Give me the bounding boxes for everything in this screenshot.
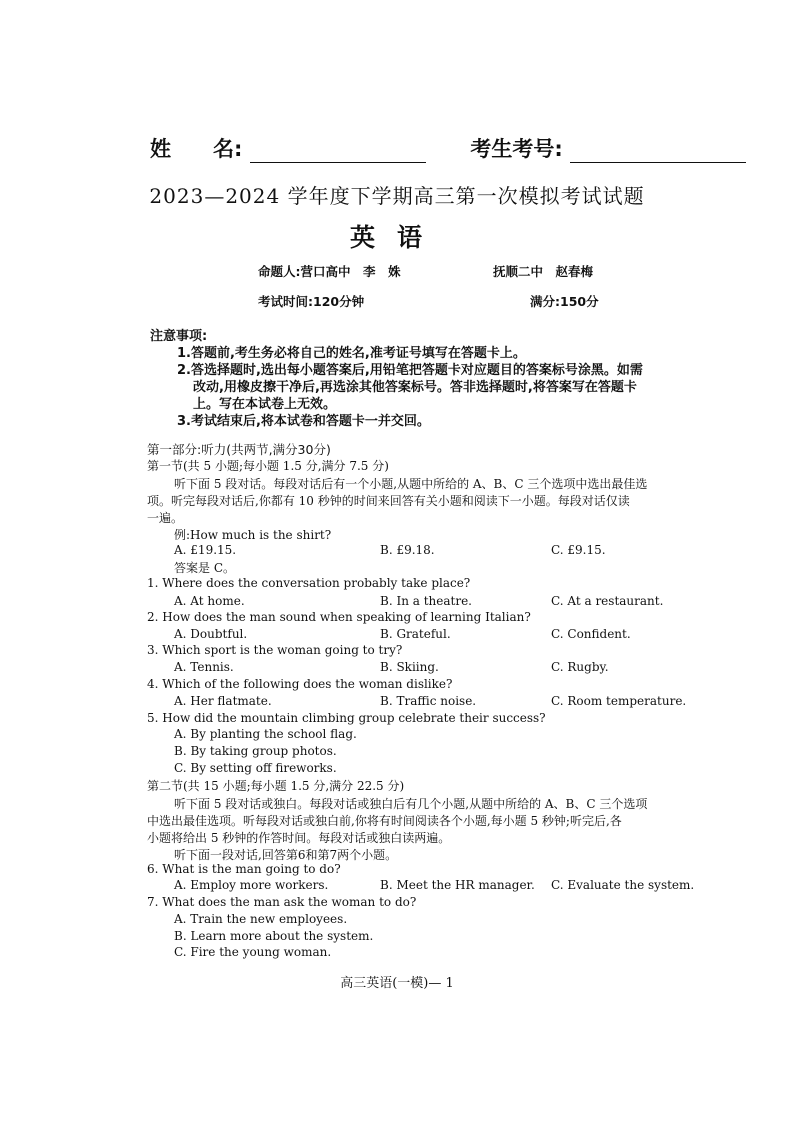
q6-option-a: A. Employ more workers. [174,878,329,892]
q7-option-b: B. Learn more about the system. [174,929,374,943]
q5-option-c: C. By setting off fireworks. [174,761,337,775]
note-item: 3.考试结束后,将本试卷和答题卡一并交回。 [177,414,430,429]
q7-option-c: C. Fire the young woman. [174,945,332,959]
name-row [150,133,746,163]
note-item: 改动,用橡皮擦干净后,再选涂其他答案标号。答非选择题时,将答案写在答题卡 [193,380,637,395]
q6-option-c: C. Evaluate the system. [551,878,695,892]
example-option-a: A. £19.15. [174,543,237,557]
name-label: 姓 名: [150,137,243,161]
section2-title: 第二节(共 15 小题;每小题 1.5 分,满分 22.5 分) [147,779,405,793]
notes-title: 注意事项: [150,329,208,344]
question-7: 7. What does the man ask the woman to do? [147,895,417,909]
q1-option-a: A. At home. [174,594,245,608]
page-footer: 高三英语(一模)— 1 [340,976,454,991]
q1-option-b: B. In a theatre. [380,594,472,608]
part1-title: 第一部分:听力(共两节,满分30分) [147,442,331,457]
section2-instruction: 中选出最佳选项。听每段对话或独白前,你将有时间阅读各个小题,每小题 5 秒钟;听完后,各 [147,814,622,828]
q4-option-c: C. Room temperature. [551,694,687,708]
q4-option-b: B. Traffic noise. [380,694,477,708]
author-left: 命题人:营口高中 李 姝 [258,264,401,279]
q3-option-c: C. Rugby. [551,660,609,674]
q5-option-a: A. By planting the school flag. [174,727,357,741]
section2-instruction: 听下面 5 段对话或独白。每段对话或独白后有几个小题,从题中所给的 A、B、C 三个选项 [174,797,648,811]
section1-instruction: 项。听完每段对话后,你都有 10 秒钟的时间来回答有关小题和阅读下一小题。每段对话仅读 [147,494,630,508]
author-right: 抚顺二中 赵春梅 [493,264,594,279]
question-4: 4. Which of the following does the woman dislike? [147,677,453,691]
name-blank-line [250,140,426,163]
section2-instruction: 小题将给出 5 秒钟的作答时间。每段对话或独白读两遍。 [147,831,451,845]
q2-option-c: C. Confident. [551,627,631,641]
q2-option-b: B. Grateful. [380,627,451,641]
note-item: 2.答选择题时,选出每小题答案后,用铅笔把答题卡对应题目的答案标号涂黑。如需 [177,363,643,378]
q2-option-a: A. Doubtful. [174,627,248,641]
exam-time: 考试时间:120分钟 [258,294,365,309]
q5-option-b: B. By taking group photos. [174,744,337,758]
note-item: 上。写在本试卷上无效。 [193,397,337,412]
example-option-c: C. £9.15. [551,543,606,557]
section1-instruction: 听下面 5 段对话。每段对话后有一个小题,从题中所给的 A、B、C 三个选项中选出最佳选 [174,477,648,491]
q3-option-a: A. Tennis. [174,660,234,674]
exam-score: 满分:150分 [530,294,599,309]
section1-instruction: 一遍。 [147,511,184,525]
note-item: 1.答题前,考生务必将自己的姓名,准考证号填写在答题卡上。 [177,346,526,361]
exam-id-label: 考生考号: [470,137,563,161]
exam-title: 2023—2024 学年度下学期高三第一次模拟考试试题 [149,184,645,208]
q1-option-c: C. At a restaurant. [551,594,664,608]
example-answer: 答案是 C。 [174,561,235,575]
example-option-b: B. £9.18. [380,543,435,557]
q7-option-a: A. Train the new employees. [174,912,348,926]
subject-title: 英语 [349,223,444,252]
question-1: 1. Where does the conversation probably take place? [147,576,471,590]
question-2: 2. How does the man sound when speaking of learning Italian? [147,610,531,624]
exam-id-blank-line [570,140,746,163]
section1-title: 第一节(共 5 小题;每小题 1.5 分,满分 7.5 分) [147,459,389,473]
section2-sub-instruction: 听下面一段对话,回答第6和第7两个小题。 [174,848,398,862]
question-3: 3. Which sport is the woman going to try? [147,643,403,657]
q3-option-b: B. Skiing. [380,660,439,674]
example-question: 例:How much is the shirt? [174,528,332,542]
question-6: 6. What is the man going to do? [147,862,341,876]
q4-option-a: A. Her flatmate. [174,694,272,708]
q6-option-b: B. Meet the HR manager. [380,878,535,892]
question-5: 5. How did the mountain climbing group celebrate their success? [147,711,546,725]
